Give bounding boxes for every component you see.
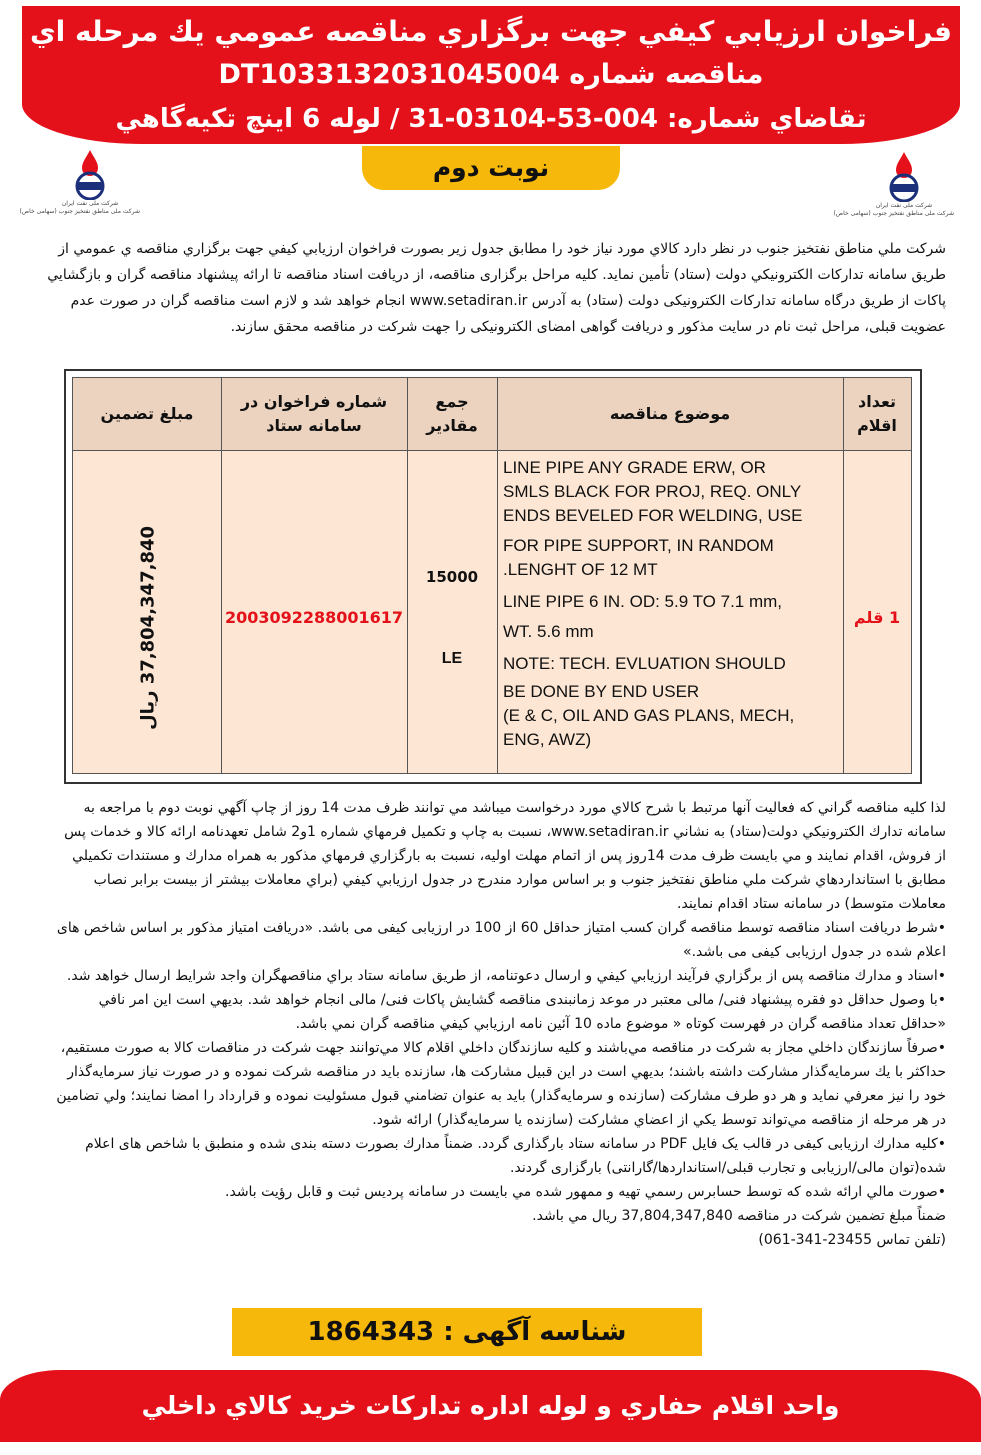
header-call-line: سامانه ستاد bbox=[266, 416, 362, 435]
oil-company-emblem-icon bbox=[880, 150, 928, 202]
subject-line: FOR PIPE SUPPORT, IN RANDOM bbox=[503, 536, 774, 555]
header-qty-line: جمع bbox=[435, 392, 469, 411]
subject-line: LINE PIPE ANY GRADE ERW, OR bbox=[503, 458, 766, 477]
header-banner bbox=[22, 6, 960, 144]
body-line: •صرفاً سازندگان داخلي مجاز به شركت در مناقصه مي‌باشند و كليه سازندگان داخلي اقلام كالا مي‌توانند جهت شركت در مناقصات كالا به صورت مستقيم، bbox=[60, 1040, 946, 1056]
header-subject-line: موضوع مناقصه bbox=[609, 404, 731, 423]
body-line: لذا كليه مناقصه گراني كه فعاليت آنها مرتبط با شرح كالاي مورد درخواست ميباشد مي توانند ظرف مدت 14 روز از چاپ آگهي نوبت دوم با مراجعه به bbox=[83, 800, 946, 816]
tender-table bbox=[64, 369, 922, 784]
header-qty-line: مقادير bbox=[426, 416, 478, 435]
body-line: معاملات متوسط) در سامانه ستاد اقدام نمايند. bbox=[677, 896, 946, 912]
header-call-line: شماره فراخوان در bbox=[240, 392, 388, 411]
header-quantity bbox=[407, 378, 497, 450]
logo-caption-1: شركت ملی نفت ايران bbox=[61, 200, 119, 207]
body-line: •اسناد و مدارك مناقصه پس از برگزاري فرآيند ارزيابي كيفي و ارسال دعوتنامه، از طريق سامانه ستاد براي مناقصهگران واجد شرايط ارسال خواهد شد. bbox=[66, 968, 946, 984]
subject-line: ENG, AWZ) bbox=[503, 730, 592, 749]
header-guarantee-line: مبلغ تضمين bbox=[100, 404, 194, 423]
subject-line: (E & C, OIL AND GAS PLANS, MECH, bbox=[503, 706, 795, 725]
body-line: اعلام شده در جدول ارزيابی كيفی می باشد.» bbox=[683, 944, 946, 960]
tender-subject bbox=[503, 456, 838, 752]
oil-company-emblem-icon bbox=[66, 148, 114, 200]
subject-line: ENDS BEVELED FOR WELDING, USE bbox=[503, 506, 803, 525]
nioc-logo-right bbox=[833, 150, 954, 234]
header-count-line: اقلام bbox=[857, 416, 897, 435]
nioc-logo-left bbox=[19, 148, 140, 232]
logo-caption-2: شركت ملی مناطق نفتخيز جنوب (سهامی خاص) bbox=[833, 210, 954, 217]
body-line: •با وصول حداقل دو فقره پيشنهاد فنی/ مالی معتبر در موعد زمانبندی مناقصه گشايش پاكات فنی/ مالی انجام خواهد شد. بديهي است اين امر نافي bbox=[98, 992, 946, 1008]
logo-caption-1: شركت ملی نفت ايران bbox=[875, 202, 933, 209]
subject-line: SMLS BLACK FOR PROJ, REQ. ONLY bbox=[503, 482, 802, 501]
guarantee-amount-cell bbox=[103, 525, 193, 731]
intro-line: عضويت قبلی، مراحل ثبت نام در سايت مذكور و دريافت گواهی امضای الكترونيكی را جهت شركت در مناقصه محقق سازند. bbox=[230, 319, 946, 335]
intro-line: طريق سامانه تداركات الكترونيكي دولت (ستاد) تأمين نمايد. كليه مراحل برگزاری مناقصه، از دريافت اسناد مناقصه تا ارائه پيشنهاد مناقصه گران و بازگشايي bbox=[47, 267, 946, 283]
subject-line: .LENGHT OF 12 MT bbox=[503, 560, 658, 579]
ad-id-badge: شناسه آگهی : 1864343 bbox=[232, 1308, 702, 1356]
body-line: مطابق با استانداردهاي شركت ملي مناطق نفتخيز جنوب و بر اساس موارد مندرج در جدول ارزيابي كيفي (براي معاملات بيشتر از بيست برابر نصاب bbox=[93, 872, 946, 888]
header-count bbox=[843, 378, 911, 450]
body-line: (تلفن تماس 23455-341-061) bbox=[758, 1232, 946, 1248]
subject-line: LINE PIPE 6 IN. OD: 5.9 TO 7.1 mm, bbox=[503, 592, 783, 611]
announcement-title: فراخوان ارزيابي كيفي جهت برگزاري مناقصه عمومي يك مرحله اي bbox=[29, 15, 953, 48]
subject-line: WT. 5.6 mm bbox=[503, 622, 594, 641]
total-quantity: 15000 bbox=[425, 568, 479, 586]
subject-line: BE DONE BY END USER bbox=[503, 682, 700, 701]
body-line: از فروش، اقدام نمايند و مي بايست ظرف مدت 14روز پس از اتمام مهلت اوليه، نسبت به بارگزاري فرمهاي مذكور به همراه مدارك و مستندات تكميلي bbox=[72, 848, 946, 864]
round-badge: نوبت دوم bbox=[362, 146, 620, 190]
table-inner bbox=[72, 377, 912, 774]
conditions-text bbox=[40, 796, 946, 1252]
guarantee-amount: 37,804,347,840 ريال bbox=[137, 525, 159, 731]
body-line: حداكثر با يك سرمايه‌گذار مشاركت داشته باشند؛ بديهي است در اين قبيل مشاركت ها، سازنده بايد در مناقصه شركت نموده و در صورت نياز سرمايه‌گذار bbox=[67, 1064, 946, 1080]
logo-caption-2: شركت ملی مناطق نفتخيز جنوب (سهامی خاص) bbox=[19, 208, 140, 215]
intro-line: شركت ملي مناطق نفتخيز جنوب در نظر دارد كالاي مورد نياز خود را مطابق جدول زير بصورت فراخوان ارزيابي كيفي جهت برگزاري مناقصه ي عمومي از bbox=[58, 241, 946, 257]
setad-call-number: 2003092288001617 bbox=[224, 608, 404, 627]
header-subject bbox=[497, 378, 843, 450]
header-count-line: تعداد bbox=[858, 392, 896, 411]
header-guarantee bbox=[73, 378, 221, 450]
request-number: تقاضاي شماره: 004-53-03104-31 / لوله 6 اينچ تكيه‌گاهي bbox=[115, 104, 867, 134]
body-line: در هر مرحله از مناقصه مي‌تواند توسط يكي از اعضاي مشاركت (سازنده يا سرمايه‌گذار) ارائه شود. bbox=[372, 1112, 946, 1128]
tender-number: مناقصه شماره DT1033132031045004 bbox=[218, 59, 764, 90]
intro-line: پاكات از طريق درگاه سامانه تداركات الكترونيكی دولت (ستاد) به آدرس www.setadiran.ir انجام خواهد شد و لازم است مناقصه گران در صورت عدم bbox=[70, 293, 946, 309]
body-line: •صورت مالي ارائه شده كه توسط حسابرس رسمي تهيه و ممهور شده مي بايست در سامانه پرديس ثبت و قابل رؤيت باشد. bbox=[225, 1184, 946, 1200]
quantity-unit: LE bbox=[441, 650, 463, 667]
header-call-number bbox=[221, 378, 407, 450]
body-line: سامانه تدارك الكترونيكي دولت(ستاد) به نشاني www.setadiran.ir، نسبت به چاپ و تكميل فرمهاي شماره 1و2 شامل تعهدنامه ارائه كالا و خدمات پس bbox=[64, 824, 946, 840]
item-count: 1 قلم bbox=[853, 608, 901, 627]
subject-line: NOTE: TECH. EVLUATION SHOULD bbox=[503, 654, 786, 673]
body-line: ضمناً مبلغ تضمين شركت در مناقصه 37,804,347,840 ريال مي باشد. bbox=[532, 1208, 946, 1224]
body-line: خود را نيز معرفي نمايد و هر دو طرف مشاركت (سازنده و سرمايه‌گذار) بايد به عنوان تضامني قبول مسئوليت نموده و قرارداد را امضا نمايند؛ ولي تضامين bbox=[56, 1088, 946, 1104]
body-line: •شرط دريافت اسناد مناقصه توسط مناقصه گران كسب امتياز حداقل 60 از 100 در ارزيابی كيفی می باشد. «دريافت امتياز مذكور بر اساس شاخص های bbox=[56, 920, 946, 936]
body-line: •كليه مدارك ارزيابی كيفی در قالب يک فايل PDF در سامانه ستاد بارگذاری گردد. ضمناً مدارك بصورت دسته بندی شده و منطبق با شاخص های اعلام bbox=[85, 1136, 946, 1152]
intro-paragraph bbox=[40, 236, 946, 340]
body-line: «حداقل تعداد مناقصه گران در فهرست كوتاه « موضوع ماده 10 آئين نامه ارزيابي كيفي مناقصه گران نمي باشد. bbox=[295, 1016, 946, 1032]
body-line: شده(توان مالی/ارزيابی و تجارب قبلی/استانداردها/گارانتی) بارگزاری گردند. bbox=[510, 1160, 946, 1176]
footer-banner: واحد اقلام حفاري و لوله اداره تداركات خريد كالاي داخلي bbox=[0, 1370, 981, 1442]
